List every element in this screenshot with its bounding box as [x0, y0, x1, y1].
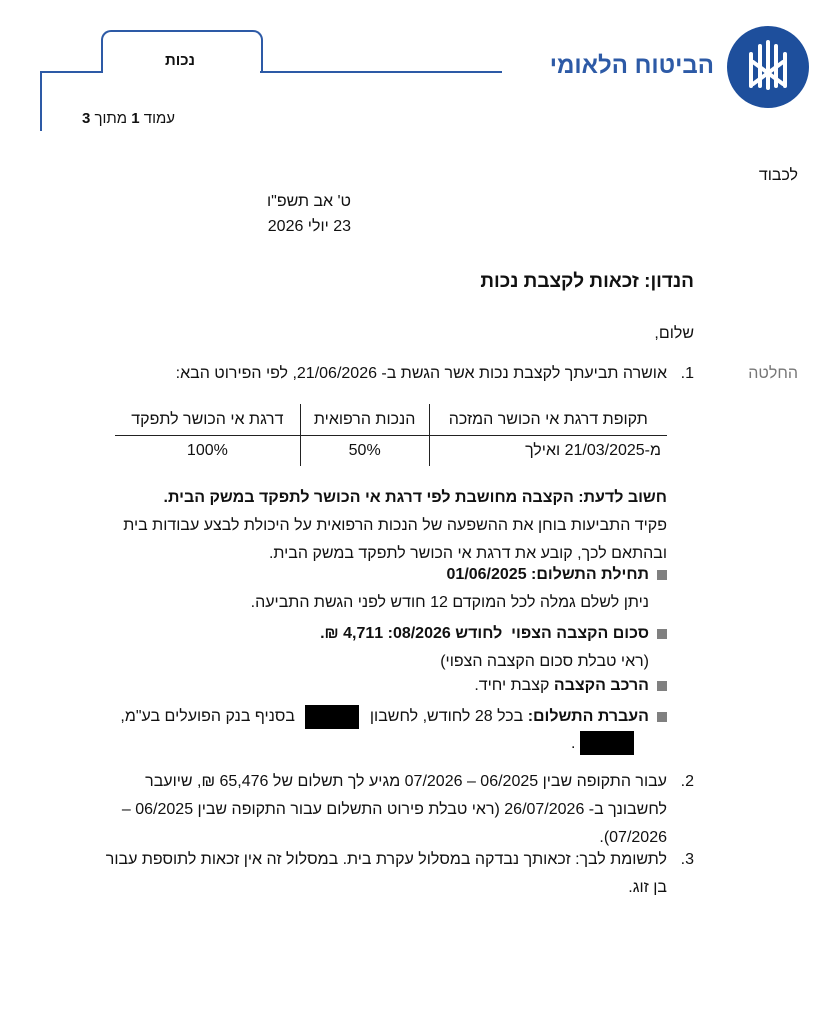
- payment-start-block: [251, 561, 649, 617]
- item3-number: 3.: [680, 851, 694, 868]
- redacted-branch: [580, 731, 634, 755]
- payment-start-note: ניתן לשלם גמלה לכל המוקדם 12 חודש לפני הגשת התביעה.: [250, 594, 649, 611]
- header-divider: [260, 71, 502, 73]
- table-cell-medical: 50%: [300, 436, 429, 467]
- decision-margin-label: החלטה: [748, 365, 798, 382]
- item3-text: [47, 846, 667, 902]
- table-cell-period: מ-21/03/2025 ואילך: [525, 442, 661, 459]
- important-note-line3: ובהתאם לכך, קובע את דרגת אי הכושר לתפקד במשק הבית.: [268, 545, 667, 562]
- composition-value: קצבת יחיד.: [474, 677, 550, 694]
- subject-line: הנדון: זכאות לקצבת נכות: [480, 271, 694, 292]
- transfer-text-a: בכל 28 לחודש, לחשבון: [369, 708, 524, 725]
- bullet-square-icon: [657, 629, 667, 639]
- bullet-square-icon: [657, 570, 667, 580]
- page-of: מתוך: [94, 110, 128, 127]
- bullet-square-icon: [657, 712, 667, 722]
- expected-amount-note: (ראי טבלת סכום הקצבה הצפוי): [440, 653, 649, 670]
- greeting: שלום,: [654, 325, 694, 342]
- table-header-medical: הנכות הרפואית: [300, 404, 429, 436]
- transfer-text-b: בסניף בנק הפועלים בע"מ,: [120, 708, 295, 725]
- header-left-border: [40, 71, 42, 131]
- hebrew-date: ט' אב תשפ"ו: [266, 193, 351, 210]
- important-note: [57, 484, 667, 568]
- emblem-icon: [727, 26, 809, 108]
- page-current: 1: [131, 110, 140, 127]
- table-header-function: דרגת אי הכושר לתפקד: [115, 404, 300, 436]
- payment-transfer-line: [120, 703, 649, 731]
- page-total: 3: [82, 110, 91, 127]
- item1-number: 1.: [680, 365, 694, 382]
- item2-line2: לחשבונך ב- 26/07/2026 (ראי טבלת פירוט התשלום עבור התקופה שבין 06/2025 –: [121, 801, 667, 818]
- important-note-title: חשוב לדעת: הקצבה מחושבת לפי דרגת אי הכושר לתפקד במשק הבית.: [163, 489, 667, 506]
- item1-text: אושרה תביעתך לקצבת נכות אשר הגשת ב- 21/06/2026, לפי הפירוט הבא:: [175, 365, 667, 382]
- item3-line2: בן זוג.: [628, 879, 667, 896]
- disability-rates-table: [115, 404, 667, 466]
- organization-name: הביטוח הלאומי: [549, 52, 714, 79]
- table-header-period: תקופת דרגת אי הכושר המזכה: [429, 404, 667, 436]
- department-tab-label: נכות: [164, 52, 196, 69]
- table-row: [115, 436, 667, 467]
- important-note-line2: פקיד התביעות בוחן את ההשפעה של הנכות הרפואית על היכולת לבצע עבודות בית: [123, 517, 667, 534]
- page-word: עמוד: [143, 110, 176, 127]
- composition-label: הרכב הקצבה: [553, 677, 649, 694]
- table-header-row: [115, 404, 667, 436]
- item2-line3: 07/2026).: [599, 829, 667, 846]
- composition-line: [474, 672, 649, 700]
- redacted-account-number: [305, 705, 359, 729]
- item2-number: 2.: [680, 773, 694, 790]
- date-block: [151, 188, 351, 241]
- header-divider-left: [40, 71, 103, 73]
- item2-line1: עבור התקופה שבין 06/2025 – 07/2026 מגיע לך תשלום של 65,476 ₪, שיועבר: [145, 773, 667, 790]
- page-indicator: [82, 110, 175, 127]
- transfer-label: העברת התשלום:: [527, 708, 649, 725]
- recipient-salutation: לכבוד: [758, 167, 798, 184]
- bullet-square-icon: [657, 681, 667, 691]
- transfer-text-end: .: [571, 735, 576, 752]
- item2-text: [67, 768, 667, 852]
- expected-amount-label: סכום הקצבה הצפוי לחודש 08/2026: 4,711 ₪.: [320, 625, 649, 642]
- expected-amount-block: [320, 620, 649, 676]
- gregorian-date: 23 יולי 2026: [267, 218, 351, 235]
- payment-start-label: תחילת התשלום: 01/06/2025: [446, 566, 649, 583]
- table-cell-function: 100%: [115, 436, 300, 467]
- item3-line1: לתשומת לבך: זכאותך נבדקה במסלול עקרת בית. במסלול זה אין זכאות לתוספת עבור: [105, 851, 667, 868]
- national-insurance-logo-icon: [727, 26, 809, 108]
